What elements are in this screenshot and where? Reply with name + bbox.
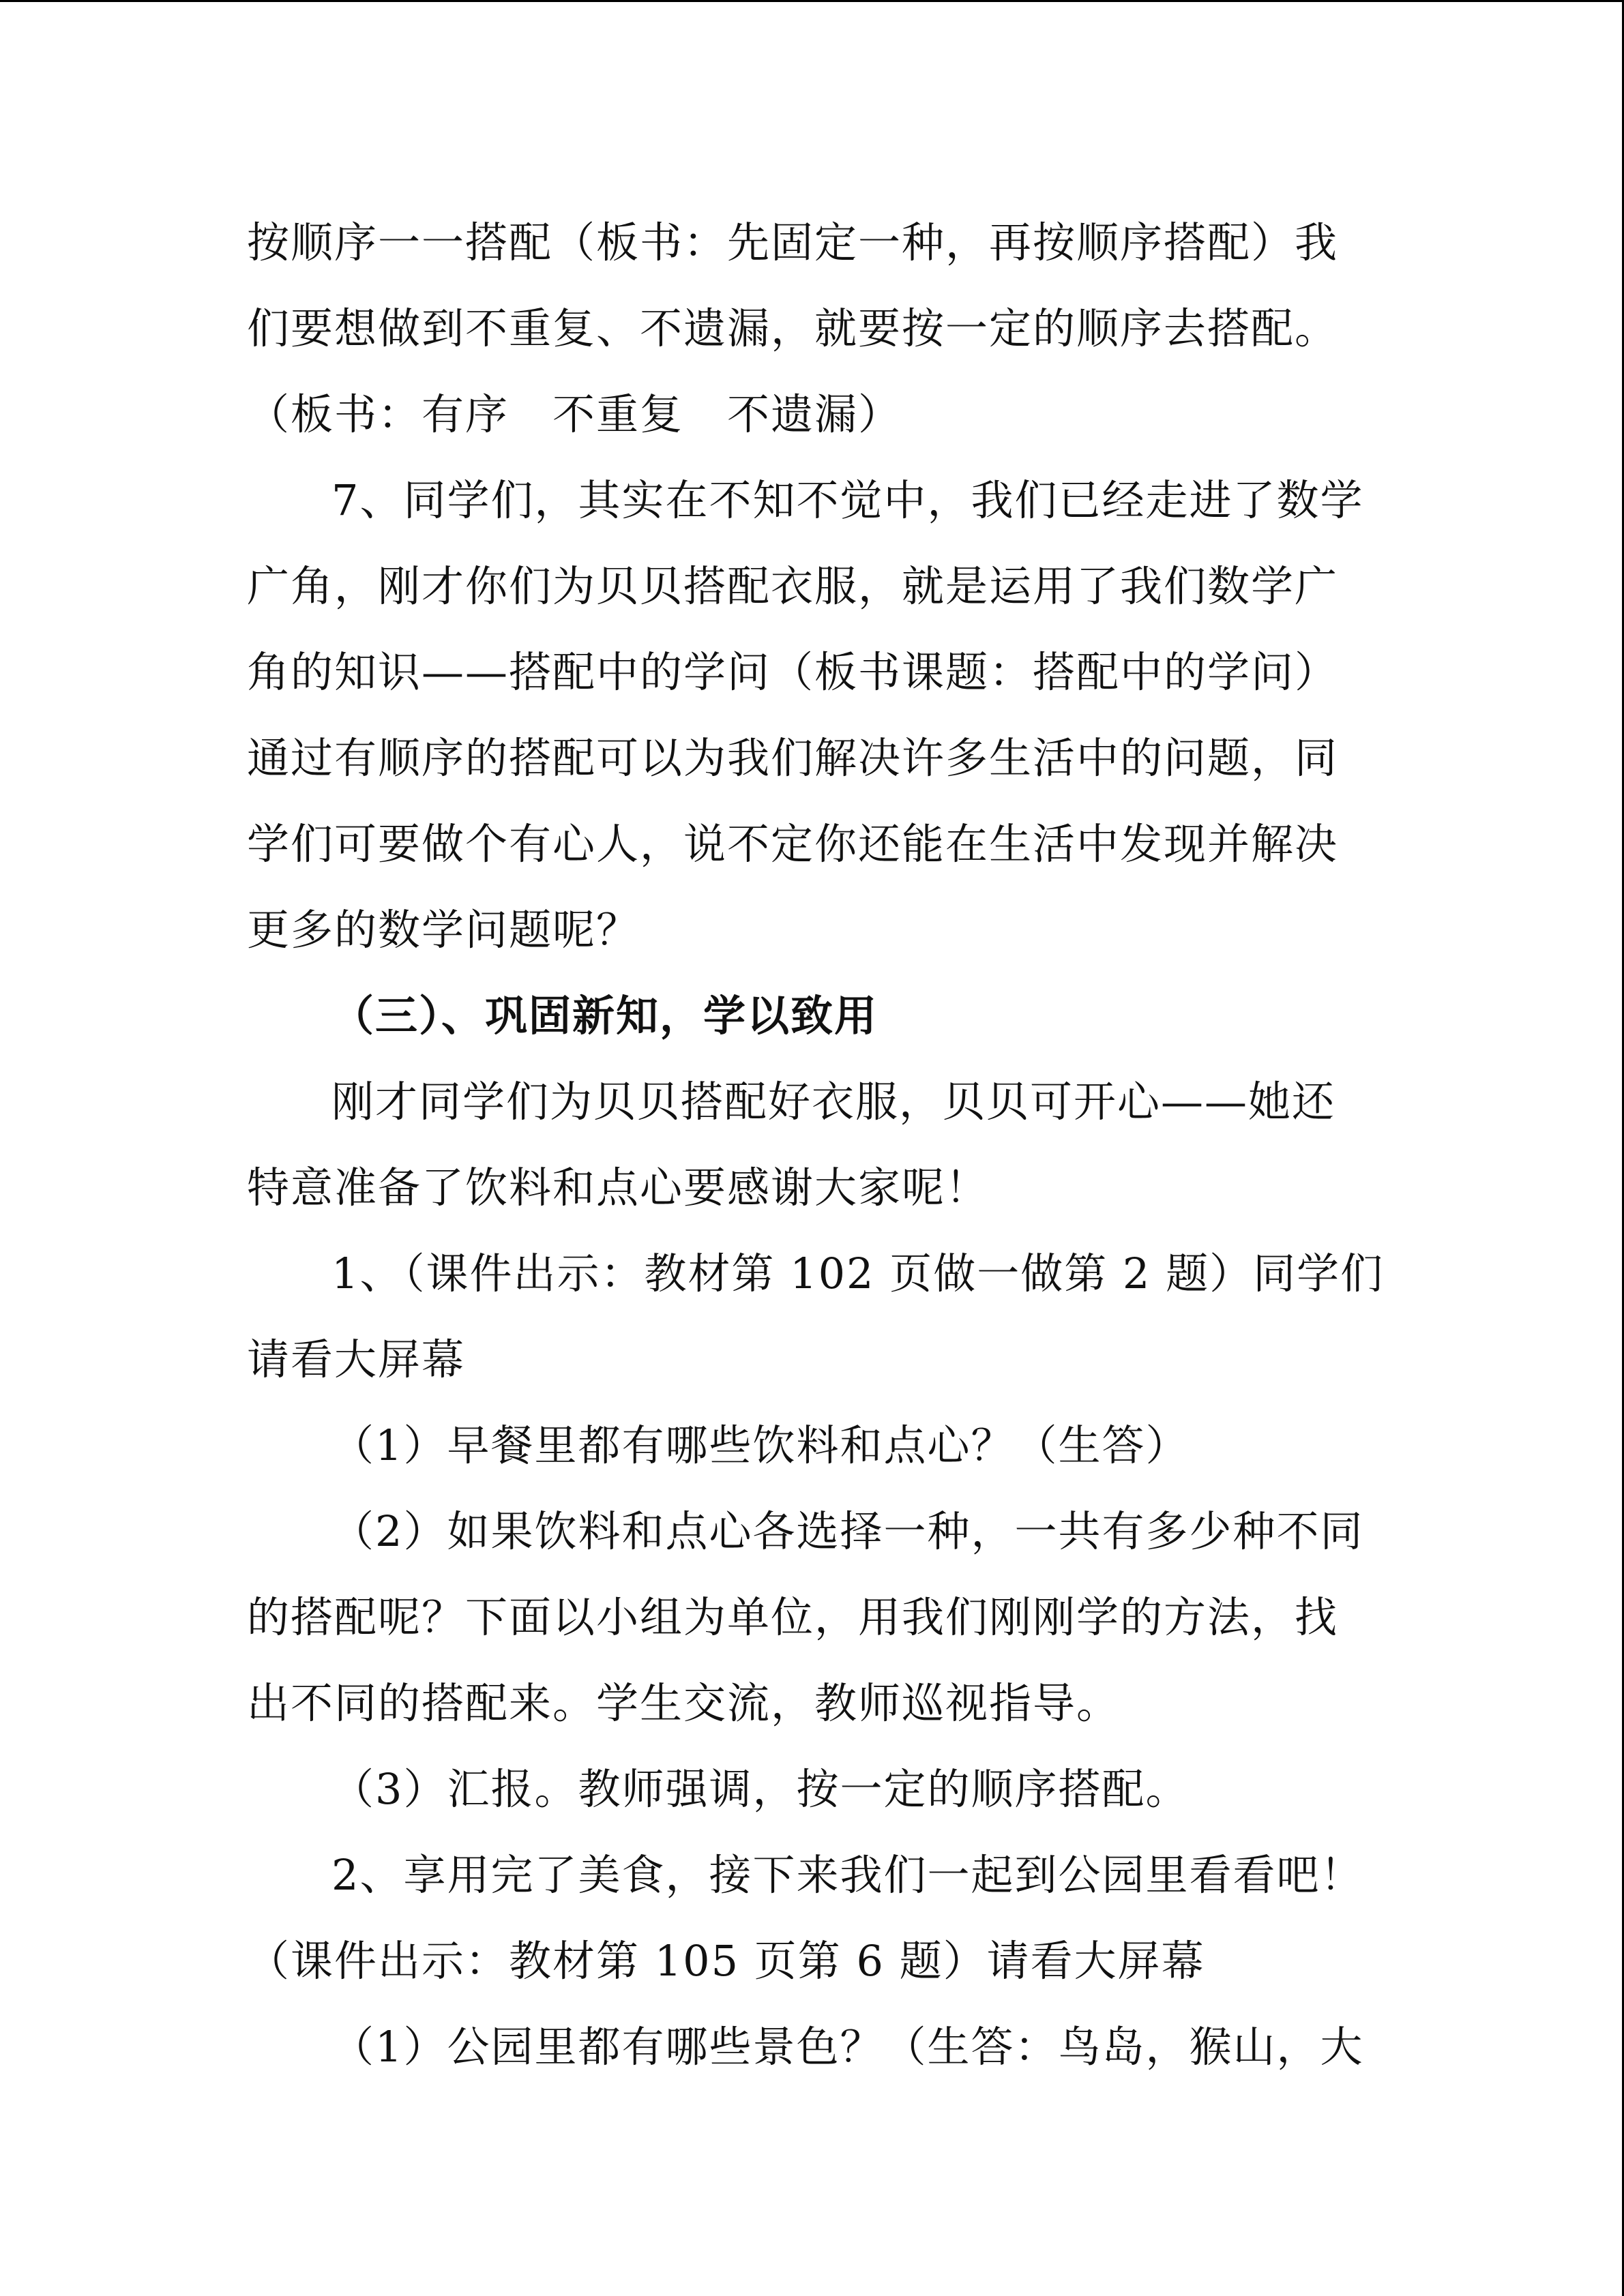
text-line: 们要想做到不重复、不遗漏，就要按一定的顺序去搭配。 xyxy=(247,303,1339,353)
paragraph-start: （1）早餐里都有哪些饮料和点心？（生答） xyxy=(331,1420,1190,1470)
paragraph-start: 刚才同学们为贝贝搭配好衣服，贝贝可开心——她还 xyxy=(331,1077,1336,1127)
paragraph-start: 1、（课件出示：教材第 102 页做一做第 2 题）同学们 xyxy=(331,1249,1385,1298)
text-line: （板书：有序 不重复 不遗漏） xyxy=(247,389,902,439)
text-line: 学们可要做个有心人，说不定你还能在生活中发现并解决 xyxy=(247,819,1339,869)
paragraph-start: （2）如果饮料和点心各选择一种，一共有多少种不同 xyxy=(331,1506,1364,1556)
text-line: 通过有顺序的搭配可以为我们解决许多生活中的问题，同 xyxy=(247,733,1339,783)
text-line: 的搭配呢？下面以小组为单位，用我们刚刚学的方法，找 xyxy=(247,1592,1339,1642)
text-line: 角的知识——搭配中的学问（板书课题：搭配中的学问） xyxy=(247,647,1339,697)
text-line: 出不同的搭配来。学生交流，教师巡视指导。 xyxy=(247,1678,1121,1728)
paragraph-start: （3）汇报。教师强调，按一定的顺序搭配。 xyxy=(331,1764,1190,1814)
section-heading: （三）、巩固新知，学以致用 xyxy=(331,991,879,1041)
paragraph-start: 2、享用完了美食，接下来我们一起到公园里看看吧！ xyxy=(331,1850,1364,1900)
text-line: 更多的数学问题呢？ xyxy=(247,905,640,955)
text-line: 请看大屏幕 xyxy=(247,1335,466,1384)
paragraph-start: （1）公园里都有哪些景色？（生答：鸟岛，猴山，大 xyxy=(331,2022,1364,2072)
text-line: 按顺序一一搭配（板书：先固定一种，再按顺序搭配）我 xyxy=(247,218,1339,267)
document-body xyxy=(247,200,1385,2090)
paragraph-start: 7、同学们，其实在不知不觉中，我们已经走进了数学 xyxy=(331,475,1364,525)
text-line: 广角，刚才你们为贝贝搭配衣服，就是运用了我们数学广 xyxy=(247,561,1339,611)
text-line: （课件出示：教材第 105 页第 6 题）请看大屏幕 xyxy=(247,1936,1205,1986)
text-line: 特意准备了饮料和点心要感谢大家呢！ xyxy=(247,1163,990,1212)
